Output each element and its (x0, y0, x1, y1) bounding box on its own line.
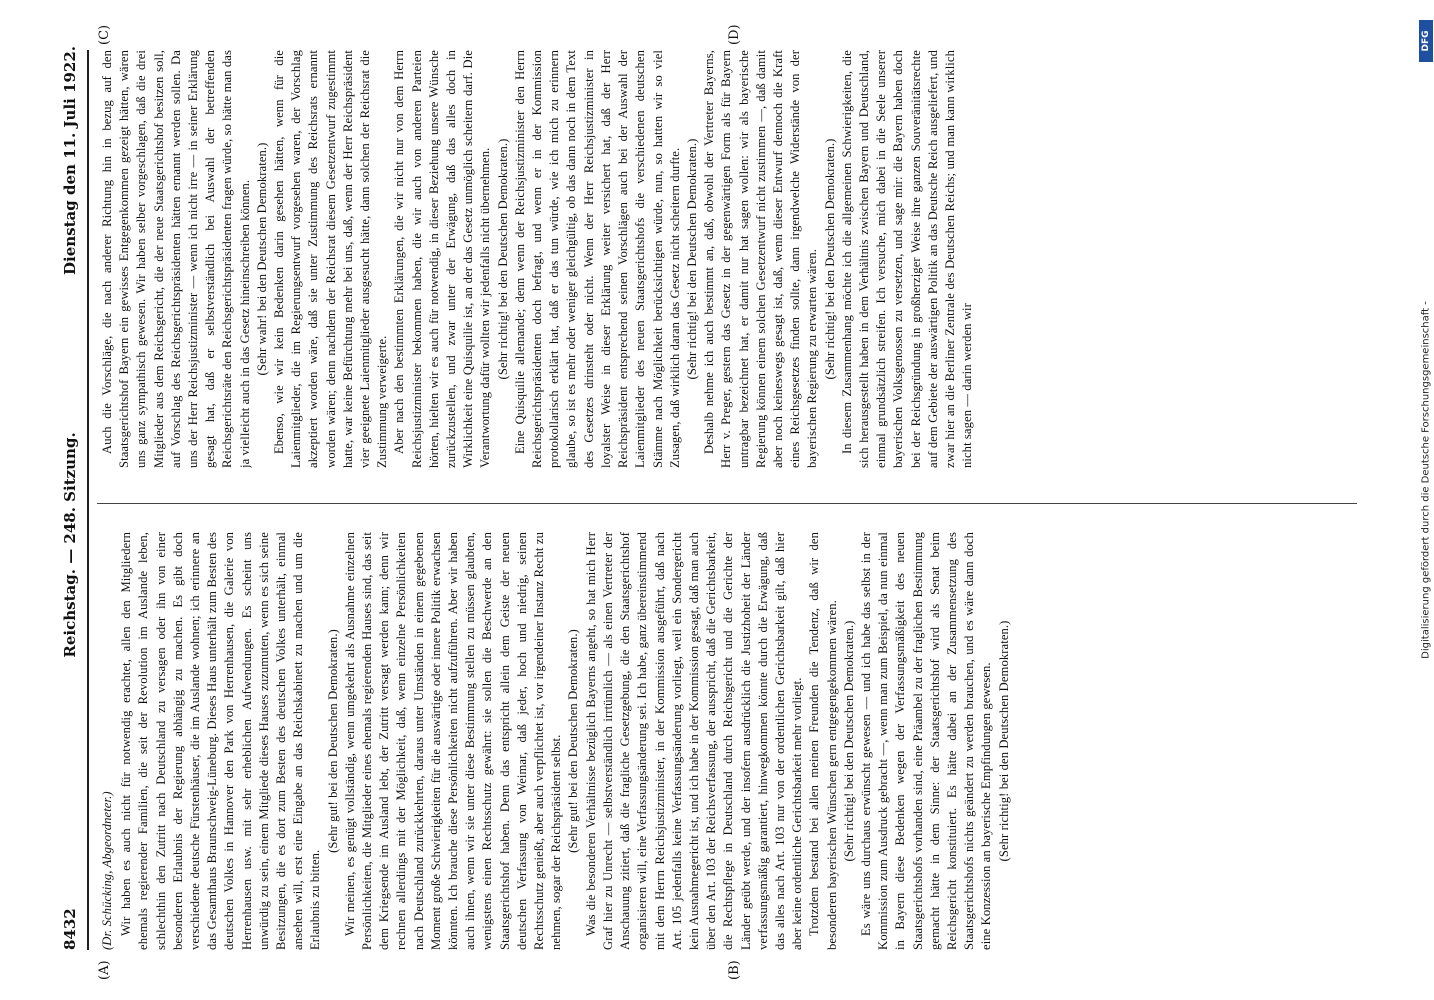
margin-marker-a: (A) (97, 960, 112, 980)
right-paragraph: In diesem Zusammenhang möchte ich die allgemeinen Schwierigkeiten, die sich herausgestellt haben in dem Verhältnis zwischen Bayern und Deutschland, einmal grundsätzlich streifen. Ich versuche, mich dabei in die Seele unserer bayerischen Volksgenossen zu versetzen, und sage mir: die Bayern haben doch bei der Reichsgründung in großherziger Weise ihre ganzen Souveränitätsrechte auf dem Gebiete der auswärtigen Politik an das Deutsche Reich ausgeliefert, und zwar hier an die Berliner Zentrale des Deutschen Reichs; und man kann wirklich nicht sagen — darin werden wir (839, 50, 975, 468)
page-number: 8432 (61, 908, 79, 950)
left-interjection: (Sehr richtig! bei den Deutschen Demokraten.) (996, 620, 1011, 862)
left-paragraph: Es wäre uns durchaus erwünscht gewesen — und ich habe das selbst in der Kommission zum Ausdruck gebracht —, wenn man zum Beispiel, da nun einmal in Bayern diese Bedenken wegen der Verfassungsmäßigkeit des neuen Staatsgerichtshofs vorhanden sind, eine Präambel zu der fraglichen Bestimmung gemacht hätte in dem Sinne: der Staatsgerichtshof wird als Senat beim Reichsgericht konstituiert. Es hätte dabei an der Zusammensetzung des Staatsgerichtshofs nichts geändert zu werden brauchen, und es wäre dann doch eine Konzession an bayerische Empfindungen gewesen. (858, 532, 994, 950)
margin-marker-b: (B) (727, 960, 742, 980)
rotated-page-content (37, 20, 1397, 980)
right-paragraph: Deshalb nehme ich auch bestimmt an, daß, obwohl der Vertreter Bayerns, Herr v. Preger, gestern das Gesetz in der gegenwärtigen Form als für Bayern untragbar bezeichnet hat, er damit nur hat sagen wollen: wir als bayerische Regierung können einem solchen Gesetzentwurf nicht zustimmen —, daß damit aber noch keineswegs gesagt ist, daß, wenn dieser Entwurf dennoch die Kraft eines Reichsgesetzes finden sollte, dann irgendwelche Widerstände von der bayerischen Regierung zu erwarten wären. (702, 50, 820, 468)
right-interjection: (Sehr richtig! bei den Deutschen Demokraten.) (684, 138, 699, 380)
header-rule (87, 50, 89, 950)
right-paragraph: Auch die Vorschläge, die nach anderer Richtung hin in bezug auf den Staatsgerichtshof Bayern ein gewisses Entgegenkommen gezeigt hätten, wären uns ganz sympathisch gewesen. Wir haben selber vorgeschlagen, daß die drei Mitglieder aus dem Reichsgericht, die der neue Staatsgerichtshof besitzen soll, auf Vorschlag des Reichsgerichtspräsidenten hätten ernannt werden sollen. Da uns der Herr Reichsjustizminister — wenn ich nicht irre — in seiner Erklärung gesagt hat, daß er selbstverständlich bei Auswahl der betreffenden Reichsgerichtsräte den Reichsgerichtspräsidenten fragen würde, so hätte man das ja vielleicht auch in das Gesetz hineinschreiben können. (100, 50, 252, 468)
right-column (99, 50, 1359, 468)
right-interjection: (Sehr richtig! bei den Deutschen Demokraten.) (822, 138, 837, 380)
left-interjection: (Sehr gut! bei den Deutschen Demokraten.) (325, 629, 340, 853)
page-header (37, 20, 77, 980)
right-interjection: (Sehr wahr! bei den Deutschen Demokraten.) (254, 142, 269, 376)
left-interjection: (Sehr gut! bei den Deutschen Demokraten.) (566, 629, 581, 853)
right-paragraph: Ebenso, wie wir kein Bedenken darin gesehen hätten, wenn für die Laienmitglieder, die im Regierungsentwurf vorgesehen waren, der Vorschlag akzeptiert worden wäre, daß sie unter Zustimmung des Reichsrats ernannt worden wären; denn nachdem der Reichsrat diesem Gesetzentwurf zugestimmt hatte, war keine Befürchtung mehr bei uns, daß, wenn der Herr Reichspräsident vier geeignete Laienmitglieder ausgesucht hätte, dann solchen der Reichsrat die Zustimmung verweigerte. (272, 50, 390, 468)
speaker-line: (Dr. Schücking, Abgeordneter.) (100, 791, 114, 950)
margin-marker-d: (D) (727, 24, 742, 45)
left-paragraph: Trotzdem bestand bei allen meinen Freunden die Tendenz, daß wir den besonderen bayerischen Wünschen gern entgegengekommen wären. (807, 532, 839, 950)
credit-text: Digitalisierung gefördert durch die Deutsche Forschungsgemeinschaft - (1420, 301, 1432, 659)
header-date: Dienstag den 11. Juli 1922. (61, 45, 79, 275)
header-body-session: Reichstag. — 248. Sitzung. (61, 432, 79, 658)
digitization-credit (1418, 20, 1434, 980)
margin-marker-c: (C) (97, 24, 112, 45)
dfg-logo (1419, 20, 1433, 62)
left-paragraph: Was die besonderen Verhältnisse bezüglich Bayerns angeht, so hat mich Herr Graf hier zu Unrecht — selbstverständlich irrtümlich — als einen Vertreter der Anschauung zitiert, daß die fragliche Gesetzgebung, die den Staatsgerichtshof organisieren will, eine Verfassungsänderung sei. Ich habe, ganz übereinstimmend mit dem Herrn Reichsjustizminister, in der Kommission ausgeführt, daß nach Art. 105 jedenfalls keine Verfassungsänderung vorliegt, weil ein Sondergericht kein Ausnahmegericht ist, und ich habe in der Kommission gesagt, daß man auch über den Art. 103 der Reichsverfassung, der ausspricht, daß die Gerichtsbarkeit, die Rechtspflege in Deutschland durch Reichsgericht und die Gerichte der Länder geübt werde, und der insofern ausdrücklich die Justizhoheit der Länder verfassungsmäßig garantiert, hinwegkommen könnte durch die Erwägung, daß das alles nach Art. 103 nur von der ordentlichen Gerichtsbarkeit gilt, daß hier aber keine ordentliche Gerichtsbarkeit mehr vorliegt. (583, 532, 805, 950)
right-paragraph: Aber nach den bestimmten Erklärungen, die wir nicht nur von dem Herrn Reichsjustizminister bekommen haben, die wir auch von anderen Parteien hörten, hielten wir es auch für notwendig, in dieser Beziehung unsere Wünsche zurückzustellen, und zwar unter der Erwägung, daß das alles doch in Wirklichkeit eine Quisquilie ist, an der das Gesetz unmöglich scheitern darf. Die Verantwortung dafür wollten wir jedenfalls nicht übernehmen. (392, 50, 493, 468)
dfg-badge-text: DFG (1421, 30, 1431, 52)
left-interjection: (Sehr richtig! bei den Deutschen Demokraten.) (841, 620, 856, 862)
right-interjection: (Sehr richtig! bei den Deutschen Demokraten.) (495, 138, 510, 380)
column-divider (97, 503, 1357, 504)
left-paragraph: Wir meinen, es genügt vollständig, wenn umgekehrt als Ausnahme einzelnen Persönlichkeiten, die Mitglieder eines ehemals regierenden Hauses sind, das seit dem Kriegsende im Ausland lebt, der Zutritt versagt werden kann; denn wir rechnen allerdings mit der Möglichkeit, daß, wenn einzelne Persönlichkeiten nach Deutschland zurückkehrten, daraus unter Umständen in einem gegebenen Moment große Schwierigkeiten für die auswärtige oder innere Politik erwachsen könnten. Ich brauche diese Persönlichkeiten nicht aufzuführen. Aber wir haben auch ihnen, wenn wir sie unter diese Bestimmung stellen zu müssen glaubten, wenigstens einen Rechtsschutz gewährt: sie sollen die Beschwerde an den Staatsgerichtshof haben. Denn das entspricht allein dem Geiste der neuen deutschen Verfassung von Weimar, daß jeder, hoch und niedrig, seinen Rechtsschutz genießt, aber auch verpflichtet ist, vor irgendeiner Instanz Recht zu nehmen, sogar der Reichspräsident selbst. (342, 532, 564, 950)
right-paragraph: Eine Quisquilie allemande; denn wenn der Reichsjustizminister den Herrn Reichsgerichtspräsidenten doch befragt, und wenn er in der Kommission protokollarisch erklärt hat, daß er das tun würde, wie ich mich zu erinnern glaube, so ist es mehr oder weniger gleichgültig, ob das dann noch in dem Text des Gesetzes drinsteht oder nicht. Wenn der Herr Reichsjustizminister in loyalster Weise in dieser Erklärung weiter versichert hat, daß der Herr Reichspräsident entsprechend seinen Vorschlägen auch bei der Auswahl der Laienmitglieder des neuen Staatsgerichtshofs die verschiedenen deutschen Stämme nach Möglichkeit berücksichtigen würde, nun, so hatten wir so viel Zusagen, daß wirklich daran das Gesetz nicht scheitern durfte. (512, 50, 682, 468)
left-column (99, 532, 1359, 950)
left-paragraph: Wir haben es auch nicht für notwendig erachtet, allen den Mitgliedern ehemals regierender Familien, die seit der Revolution im Auslande leben, schlechthin den Zutritt nach Deutschland zu versagen oder ihn von einer besonderen Erlaubnis der Regierung abhängig zu machen. Es gibt doch verschiedene deutsche Fürstenhäuser, die im Auslande wohnen; ich erinnere an das Gesamthaus Braunschweig-Lüneburg. Dieses Haus unterhält zum Besten des deutschen Volkes in Hannover den Park von Herrenhausen, die Galerie von Herrenhausen usw. mit sehr erheblichen Aufwendungen. Es scheint uns unwürdig zu sein, einem Mitgliede dieses Hauses zuzumuten, wenn es sich seine Besitzungen, die es dort zum Besten des deutschen Volkes unterhält, einmal ansehen will, erst eine Eingabe an das Reichskabinett zu machen und um die Erlaubnis zu bitten. (119, 532, 323, 950)
